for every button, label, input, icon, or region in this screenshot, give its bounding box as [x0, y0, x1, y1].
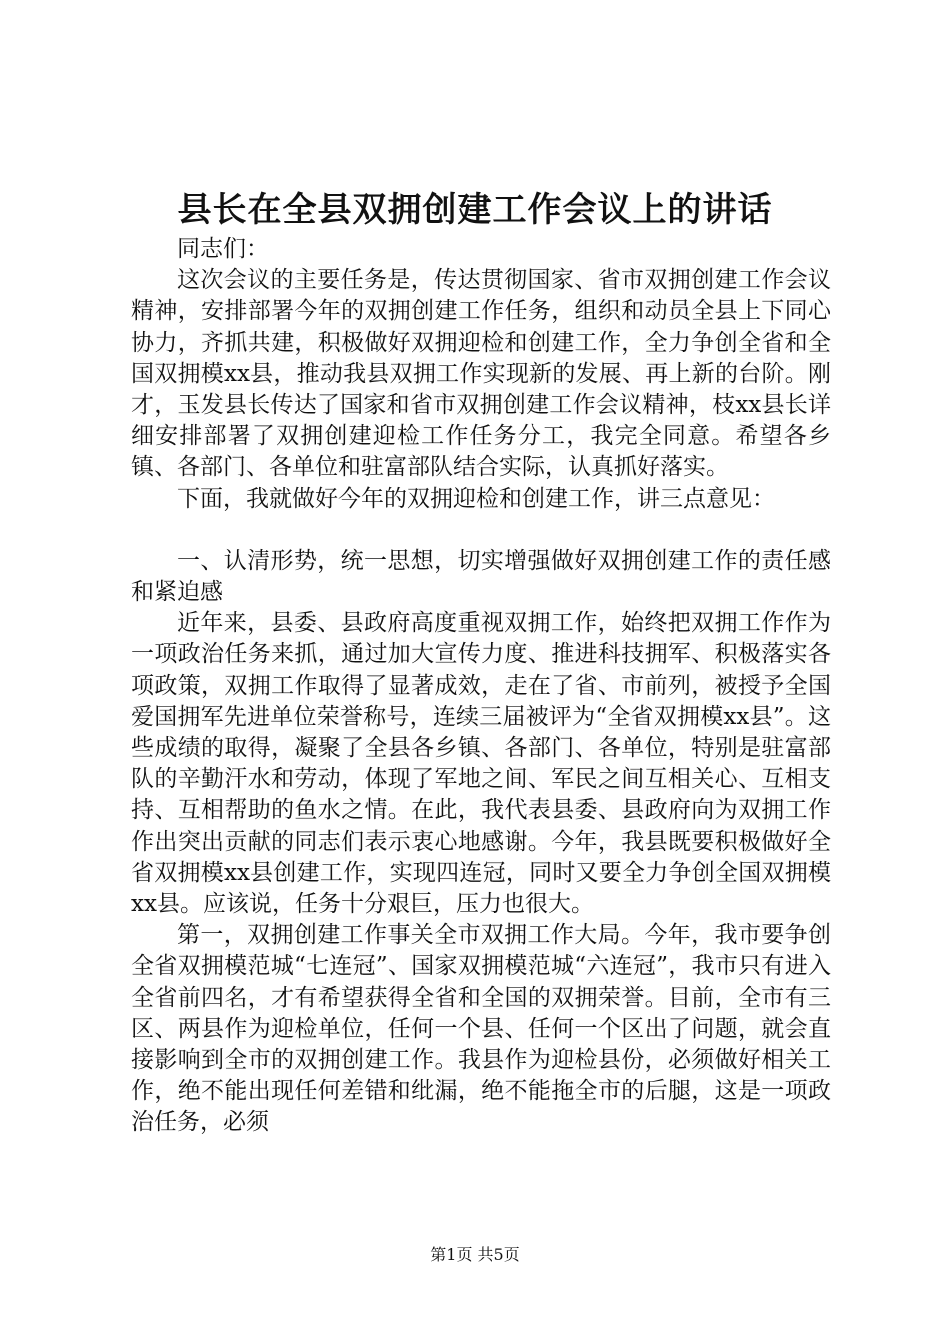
body-paragraph: 近年来，县委、县政府高度重视双拥工作，始终把双拥工作作为一项政治任务来抓，通过加大宣传力度、推进科技拥军、积极落实各项政策，双拥工作取得了显著成效，走在了省、市前列，被授予全国爱国拥军先进单位荣誉称号，连续三届被评为“全省双拥模xx县”。这些成绩的取得，凝聚了全县各乡镇、各部门、各单位，特别是驻富部队的辛勤汗水和劳动，体现了军地之间、军民之间互相关心、互相支持、互相帮助的鱼水之情。在此，我代表县委、县政府向为双拥工作作出突出贡献的同志们表示衷心地感谢。今年，我县既要积极做好全省双拥模xx县创建工作，实现四连冠，同时又要全力争创全国双拥模xx县。应该说，任务十分艰巨，压力也很大。 — [131, 610, 831, 918]
document-title: 县长在全县双拥创建工作会议上的讲话 — [177, 190, 773, 230]
greeting-paragraph: 同志们： — [177, 236, 269, 262]
page-footer: 第1页 共5页 — [430, 1245, 520, 1264]
body-paragraph: 第一，双拥创建工作事关全市双拥工作大局。今年，我市要争创全省双拥模范城“七连冠”、国家双拥模范城“六连冠”，我市只有进入全省前四名，才有希望获得全省和全国的双拥荣誉。目前，全市有三区、两县作为迎检单位，任何一个县、任何一个区出了问题，就会直接影响到全市的双拥创建工作。我县作为迎检县份，必须做好相关工作，绝不能出现任何差错和纰漏，绝不能拖全市的后腿，这是一项政治任务，必须 — [131, 922, 831, 1136]
body-paragraph: 这次会议的主要任务是，传达贯彻国家、省市双拥创建工作会议精神，安排部署今年的双拥创建工作任务，组织和动员全县上下同心协力，齐抓共建，积极做好双拥迎检和创建工作，全力争创全省和全国双拥模xx县，推动我县双拥工作实现新的发展、再上新的台阶。刚才，玉发县长传达了国家和省市双拥创建工作会议精神，枝xx县长详细安排部署了双拥创建迎检工作任务分工，我完全同意。希望各乡镇、各部门、各单位和驻富部队结合实际，认真抓好落实。 — [131, 267, 831, 481]
body-paragraph: 下面，我就做好今年的双拥迎检和创建工作，讲三点意见： — [177, 485, 775, 512]
document-body — [131, 234, 831, 1139]
section-heading: 一、认清形势，统一思想，切实增强做好双拥创建工作的责任感和紧迫感 — [131, 547, 831, 606]
